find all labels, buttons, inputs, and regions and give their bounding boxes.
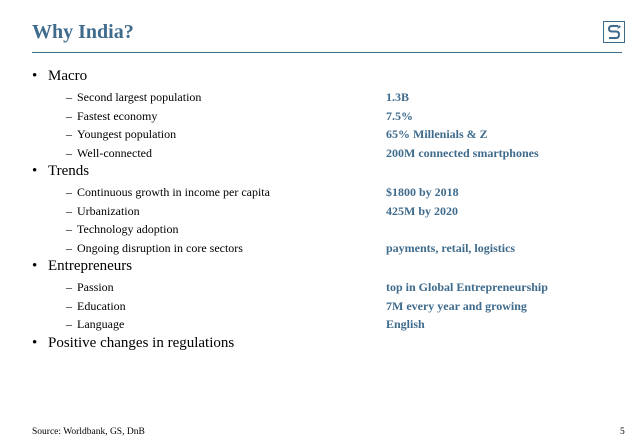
item-label: Passion: [77, 280, 114, 294]
item-label: Youngest population: [77, 127, 177, 141]
item-label: Second largest population: [77, 90, 202, 104]
item-label: Well-connected: [77, 145, 152, 160]
item-value: 7.5%: [386, 108, 413, 123]
s-logo-icon: [603, 21, 625, 43]
item-value: English: [386, 317, 425, 331]
section-heading: • Macro: [32, 68, 88, 84]
item-label: Urbanization: [77, 203, 140, 218]
section-label: Positive changes in regulations: [48, 334, 235, 351]
source-note: Source: Worldbank, GS, DnB: [32, 427, 145, 437]
section-label: Macro: [48, 68, 88, 84]
list-item: – Language English: [66, 317, 425, 331]
list-item: – Ongoing disruption in core sectors payments, retail, logistics: [66, 240, 516, 255]
item-label: Continuous growth in income per capita: [77, 185, 270, 199]
item-label: Technology adoption: [77, 222, 179, 236]
list-item: – Youngest population 65% Millenials & Z: [66, 127, 488, 141]
section-label: Entrepreneurs: [48, 258, 133, 274]
item-value: 200M connected smartphones: [386, 145, 539, 160]
list-item: – Fastest economy 7.5%: [66, 108, 413, 123]
item-value: 65% Millenials & Z: [386, 127, 488, 141]
item-value: payments, retail, logistics: [386, 240, 516, 255]
item-value: $1800 by 2018: [386, 185, 459, 199]
list-item: – Education 7M every year and growing: [66, 298, 527, 313]
item-value: 425M by 2020: [386, 203, 458, 218]
bullet-list: [32, 68, 622, 356]
list-item: – Second largest population 1.3B: [66, 90, 410, 104]
list-item: – Continuous growth in income per capita $1800 by 2018: [66, 185, 459, 199]
item-value: top in Global Entrepreneurship: [386, 280, 548, 294]
title-divider: [32, 52, 622, 53]
section-heading: • Entrepreneurs: [32, 258, 133, 274]
item-value: 1.3B: [386, 90, 410, 104]
section-heading: • Trends: [32, 163, 90, 179]
list-item: – Technology adoption: [66, 222, 179, 236]
slide-title: Why India?: [32, 21, 134, 43]
item-label: Language: [77, 317, 125, 331]
page-number: 5: [620, 427, 625, 437]
item-label: Ongoing disruption in core sectors: [77, 240, 243, 255]
item-label: Fastest economy: [77, 108, 158, 123]
section-heading: • Positive changes in regulations: [32, 334, 235, 351]
list-item: – Urbanization 425M by 2020: [66, 203, 458, 218]
list-item: – Well-connected 200M connected smartphones: [66, 145, 539, 160]
list-item: – Passion top in Global Entrepreneurship: [66, 280, 548, 294]
item-value: 7M every year and growing: [386, 298, 527, 313]
section-label: Trends: [48, 163, 90, 179]
item-label: Education: [77, 298, 126, 313]
